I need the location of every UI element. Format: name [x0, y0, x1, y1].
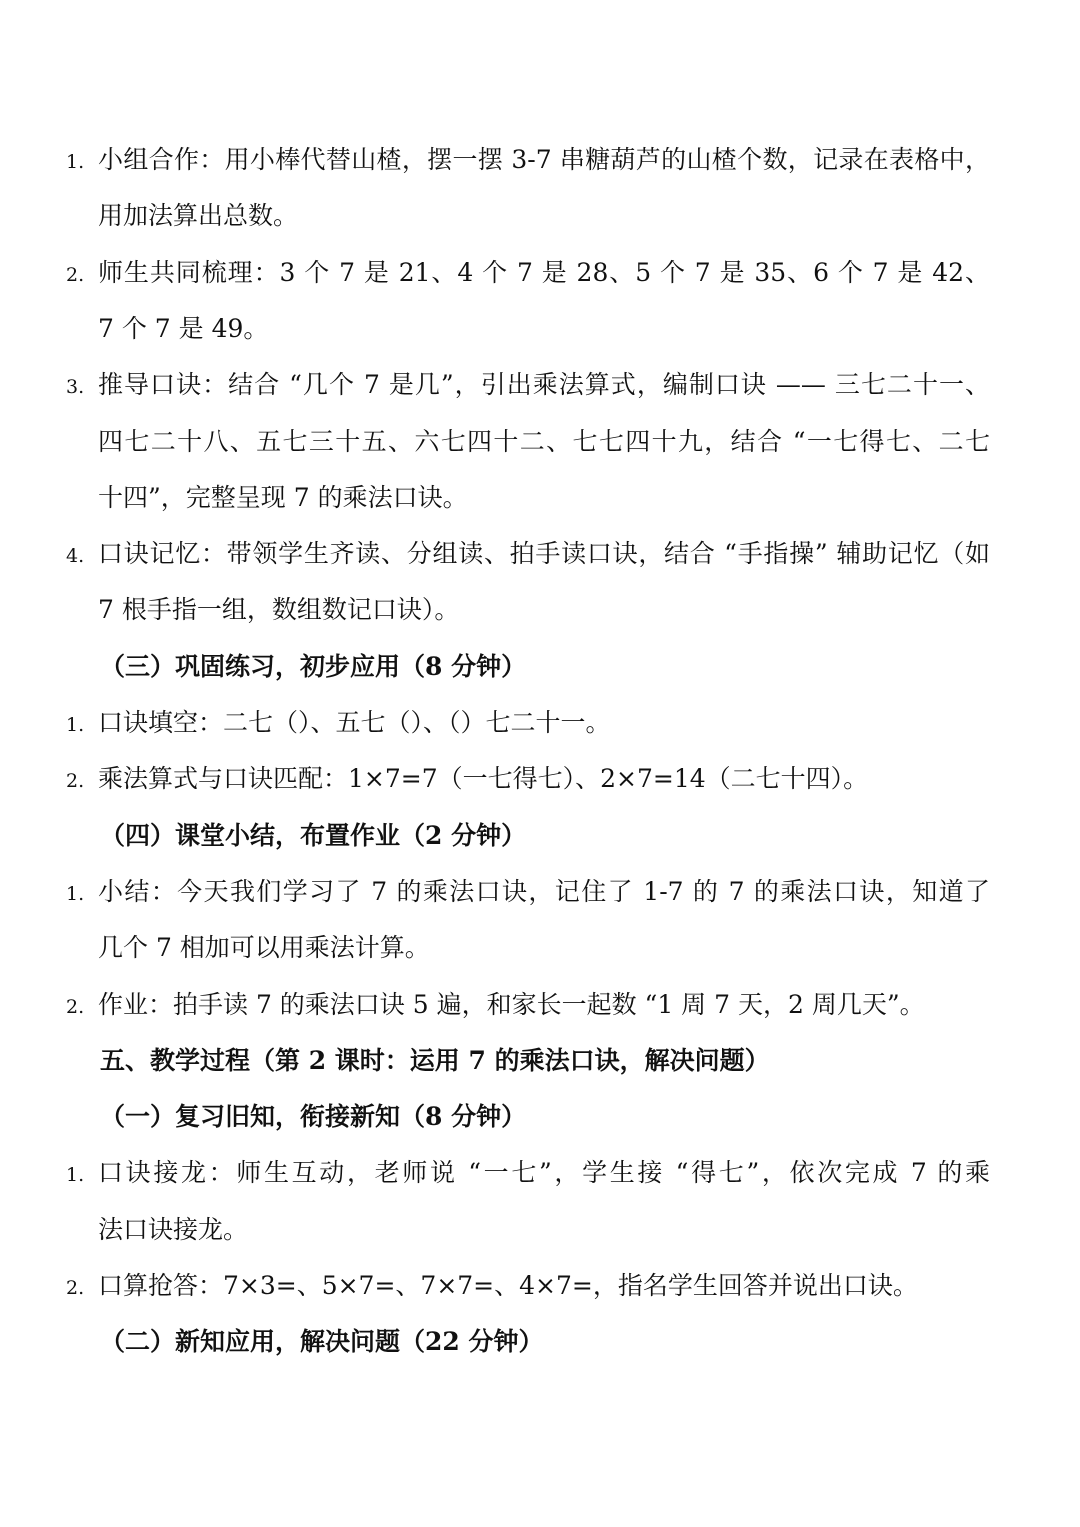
list-item-number: 2. — [66, 263, 85, 286]
section-heading — [0, 1322, 1080, 1362]
list-item-text: 口算抢答：7×3=、5×7=、7×7=、4×7=，指名学生回答并说出口诀。 — [98, 1271, 918, 1300]
list-item-continuation — [0, 309, 1080, 349]
list-item-text: 7 根手指一组，数组数记口诀）。 — [98, 595, 460, 625]
section-heading — [0, 1097, 1080, 1137]
list-item-number: 2. — [66, 1277, 85, 1299]
list-item-text: 用加法算出总数。 — [98, 201, 299, 231]
list-item-number: 2. — [66, 770, 85, 793]
list-item — [0, 140, 1080, 180]
section-heading — [0, 816, 1080, 856]
section-heading-text: （四）课堂小结，布置作业（2 分钟） — [100, 820, 527, 850]
section-heading-text: （三）巩固练习，初步应用（8 分钟） — [100, 651, 527, 681]
section-heading-text: 五、教学过程（第 2 课时：运用 7 的乘法口诀，解决问题） — [100, 1045, 770, 1075]
list-item-text: 小组合作：用小棒代替山楂，摆一摆 3-7 串糖葫芦的山楂个数，记录在表格中， — [98, 145, 990, 174]
list-item — [0, 872, 1080, 912]
list-item-text: 十四”，完整呈现 7 的乘法口诀。 — [98, 482, 468, 512]
list-item — [0, 534, 1080, 574]
list-item-continuation — [0, 1210, 1080, 1250]
list-item-text: 7 个 7 是 49。 — [98, 313, 269, 343]
list-item — [0, 985, 1080, 1025]
list-item — [0, 253, 1080, 293]
list-item-text: 口诀记忆：带领学生齐读、分组读、拍手读口诀，结合 “手指操” 辅助记忆（如 — [98, 539, 990, 569]
list-item-text: 口诀接龙：师生互动，老师说 “一七”，学生接 “得七”，依次完成 7 的乘 — [98, 1158, 990, 1188]
list-item-continuation — [0, 196, 1080, 236]
list-item-text: 作业：拍手读 7 的乘法口诀 5 遍，和家长一起数 “1 周 7 天，2 周几天”。 — [98, 989, 925, 1019]
list-item-continuation — [0, 478, 1080, 518]
list-item-number: 1. — [66, 151, 85, 173]
list-item-text: 法口诀接龙。 — [98, 1214, 249, 1244]
list-item-number: 1. — [66, 1164, 85, 1187]
section-heading — [0, 1041, 1080, 1081]
list-item-number: 1. — [66, 714, 85, 736]
list-item-number: 3. — [66, 376, 85, 399]
list-item-text: 四七二十八、五七三十五、六七四十二、七七四十九，结合 “一七得七、二七 — [98, 426, 990, 456]
list-item — [0, 703, 1080, 743]
list-item-text: 师生共同梳理：3 个 7 是 21、4 个 7 是 28、5 个 7 是 35、6 个 7 是 42、 — [98, 257, 990, 287]
section-heading — [0, 647, 1080, 687]
list-item — [0, 1266, 1080, 1306]
list-item-text: 口诀填空：二七（）、五七（）、（）七二十一。 — [98, 708, 611, 737]
list-item-continuation — [0, 590, 1080, 630]
list-item — [0, 759, 1080, 799]
list-item — [0, 1153, 1080, 1193]
list-item-text: 乘法算式与口诀匹配：1×7=7（一七得七）、2×7=14（二七十四）。 — [98, 764, 869, 794]
list-item-text: 小结：今天我们学习了 7 的乘法口诀，记住了 1-7 的 7 的乘法口诀，知道了 — [98, 876, 990, 906]
list-item-number: 2. — [66, 995, 85, 1018]
list-item-continuation — [0, 928, 1080, 968]
list-item-continuation — [0, 422, 1080, 462]
list-item-number: 1. — [66, 882, 85, 905]
section-heading-text: （一）复习旧知，衔接新知（8 分钟） — [100, 1102, 527, 1132]
list-item — [0, 365, 1080, 405]
list-item-text: 推导口诀：结合 “几个 7 是几”，引出乘法算式，编制口诀 —— 三七二十一、 — [98, 370, 990, 400]
section-heading-text: （二）新知应用，解决问题（22 分钟） — [100, 1327, 544, 1357]
list-item-number: 4. — [66, 545, 85, 568]
list-item-text: 几个 7 相加可以用乘法计算。 — [98, 933, 430, 963]
